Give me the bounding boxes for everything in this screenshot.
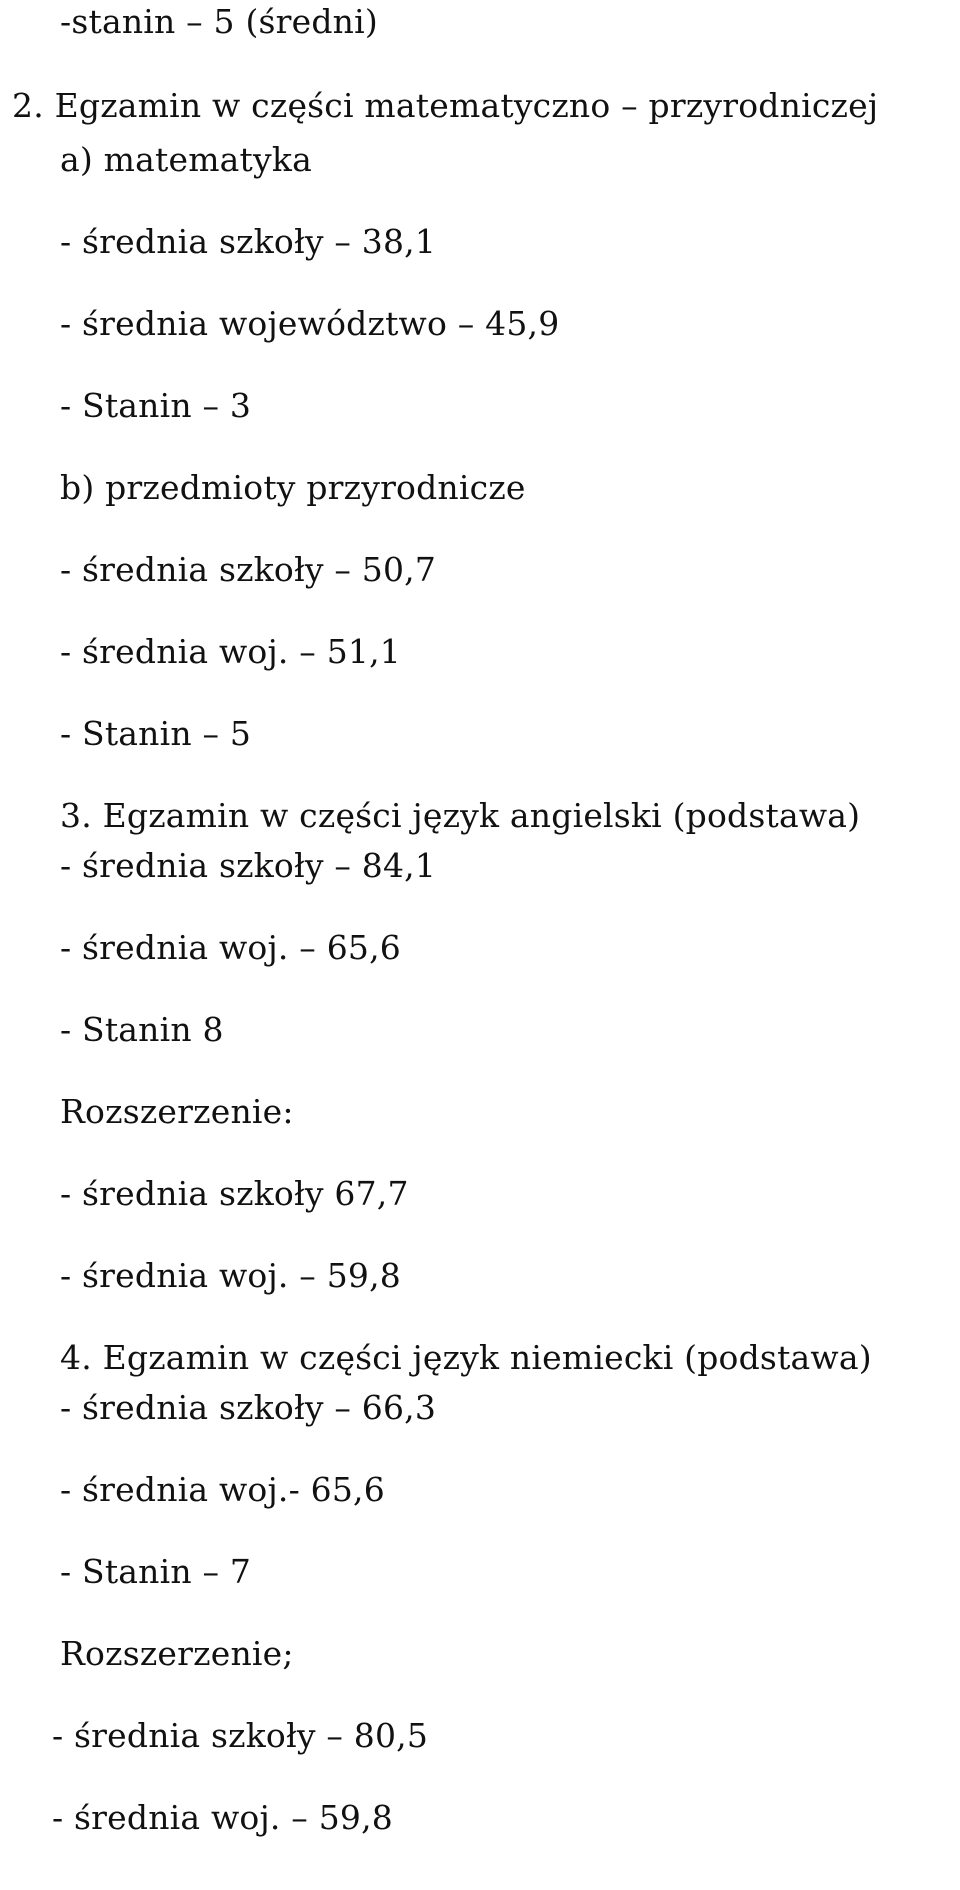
province-average-line: - średnia woj. – 59,8 — [60, 1256, 401, 1295]
school-average-line: - średnia szkoły 67,7 — [60, 1174, 409, 1213]
province-average-line: - średnia woj.- 65,6 — [60, 1470, 385, 1509]
school-average-line: - średnia szkoły – 66,3 — [60, 1388, 437, 1427]
stanin-line: - Stanin – 7 — [60, 1552, 252, 1591]
province-average-line: - średnia województwo – 45,9 — [60, 304, 560, 343]
extension-heading: Rozszerzenie: — [60, 1092, 294, 1131]
province-average-line: - średnia woj. – 59,8 — [52, 1798, 393, 1837]
section-heading-3: 3. Egzamin w części język angielski (podstawa) — [60, 796, 861, 835]
stanin-line: - Stanin – 3 — [60, 386, 252, 425]
extension-heading: Rozszerzenie; — [60, 1634, 294, 1673]
stanin-line: - Stanin – 5 — [60, 714, 252, 753]
subsection-heading-b: b) przedmioty przyrodnicze — [60, 468, 526, 507]
province-average-line: - średnia woj. – 51,1 — [60, 632, 401, 671]
stanin-line: - Stanin 8 — [60, 1010, 224, 1049]
section-heading-4: 4. Egzamin w części język niemiecki (podstawa) — [60, 1338, 872, 1377]
school-average-line: - średnia szkoły – 80,5 — [52, 1716, 429, 1755]
school-average-line: - średnia szkoły – 84,1 — [60, 846, 437, 885]
province-average-line: - średnia woj. – 65,6 — [60, 928, 401, 967]
stanin-line: -stanin – 5 (średni) — [60, 2, 378, 41]
section-heading-2: 2. Egzamin w części matematyczno – przyrodniczej — [12, 86, 879, 125]
subsection-heading-a: a) matematyka — [60, 140, 312, 179]
school-average-line: - średnia szkoły – 38,1 — [60, 222, 437, 261]
school-average-line: - średnia szkoły – 50,7 — [60, 550, 437, 589]
